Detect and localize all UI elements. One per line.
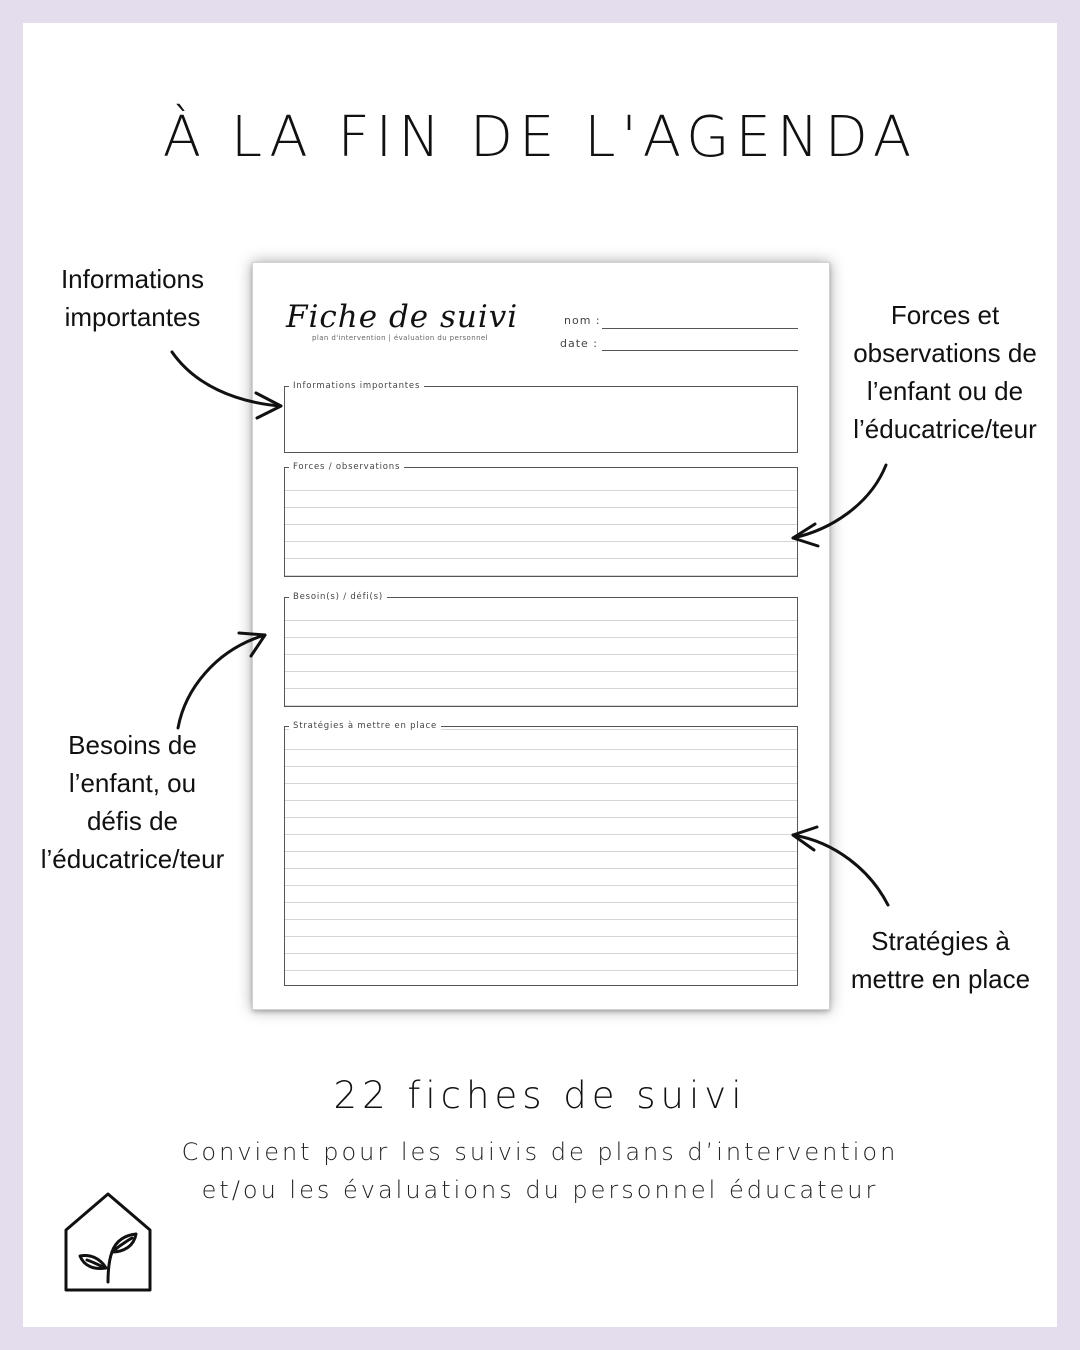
callout-line: l’éducatrice/teur: [853, 414, 1037, 444]
section-strategies: [284, 721, 798, 986]
callout-forces: [835, 296, 1055, 448]
date-label: date :: [560, 337, 599, 350]
nom-line: [602, 328, 798, 329]
section-informations: [284, 381, 798, 453]
section-label: Forces / observations: [289, 461, 404, 473]
description-line-2: et/ou les évaluations du personnel éducateur: [201, 1176, 879, 1204]
callout-line: l’enfant ou de: [866, 376, 1024, 406]
callout-line: observations de: [853, 338, 1037, 368]
callout-line: Informations: [60, 264, 205, 294]
date-line: [602, 350, 798, 351]
callout-line: l’enfant, ou: [68, 768, 197, 798]
section-besoins: [284, 592, 798, 707]
worksheet-preview: [252, 262, 830, 1010]
callout-line: importantes: [64, 302, 201, 332]
callout-informations: [20, 260, 245, 336]
section-label: Informations importantes: [289, 380, 424, 392]
callout-line: Stratégies à: [871, 926, 1010, 956]
fiches-count-heading: 22 fiches de suivi: [333, 1074, 747, 1117]
description-line-1: Convient pour les suivis de plans d’intervention: [181, 1138, 899, 1166]
callout-line: défis de: [86, 806, 179, 836]
nom-label: nom :: [564, 314, 601, 327]
sheet-subtitle: plan d'intervention | évaluation du personnel: [312, 334, 488, 342]
house-sprout-icon: [62, 1190, 154, 1294]
section-label: Stratégies à mettre en place: [289, 720, 441, 732]
section-label: Besoin(s) / défi(s): [289, 591, 387, 603]
page-title: À LA FIN DE L'AGENDA: [162, 105, 918, 170]
callout-line: l’éducatrice/teur: [40, 844, 225, 874]
sheet-title: Fiche de suivi: [286, 299, 519, 335]
callout-line: Forces et: [890, 300, 1000, 330]
callout-strategies: [838, 922, 1043, 998]
section-forces: [284, 462, 798, 577]
callout-besoins: [25, 726, 240, 878]
callout-line: Besoins de: [68, 730, 197, 760]
callout-line: mettre en place: [850, 964, 1031, 994]
